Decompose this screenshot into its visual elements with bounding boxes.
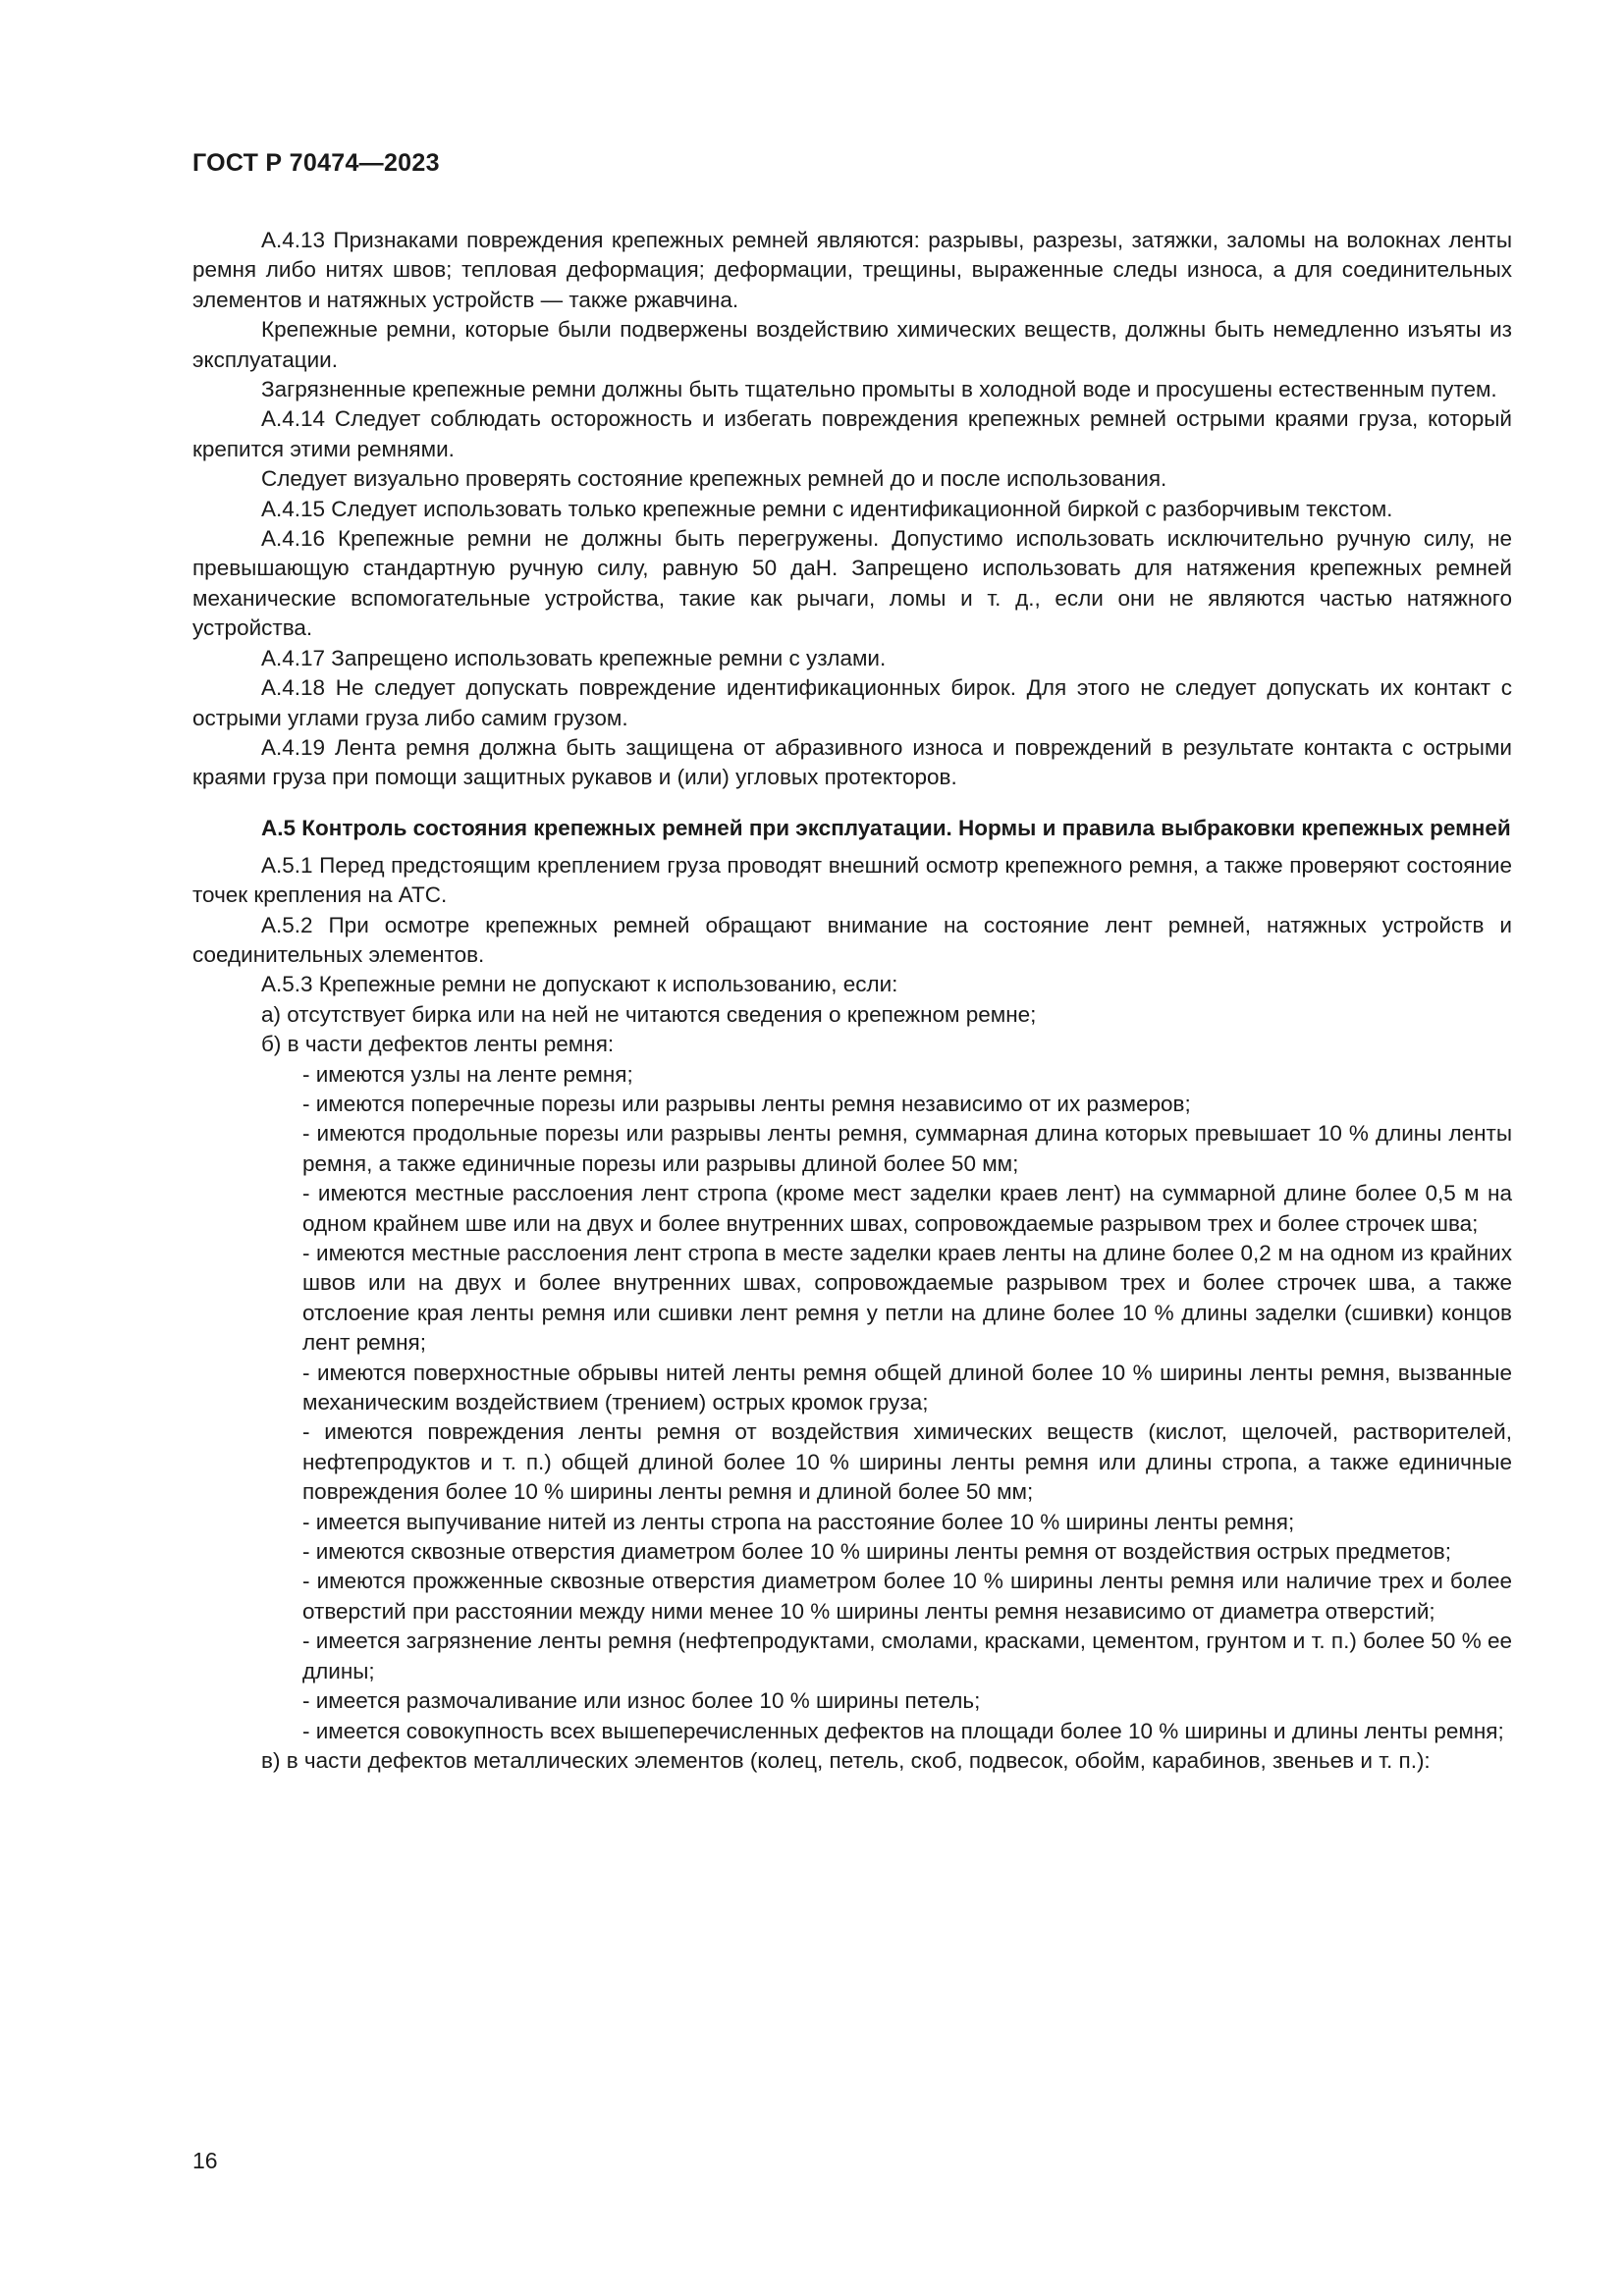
paragraph-a4-16: А.4.16 Крепежные ремни не должны быть перегружены. Допустимо использовать исключительно ручную силу, не превышающую стандартную ручную силу, равную 50 даН. Запрещено использовать для натяжения крепежных ремней механические вспомогательные устройства, такие как рычаги, ломы и т. д., если они не являются частью натяжного устройства. xyxy=(192,526,1512,641)
defect-item: - имеется выпучивание нитей из ленты стропа на расстояние более 10 % ширины ленты ремня; xyxy=(302,1509,1295,1534)
defect-item: - имеется совокупность всех вышеперечисленных дефектов на площади более 10 % ширины и длины ленты ремня; xyxy=(302,1718,1504,1743)
defect-item: - имеются поверхностные обрывы нитей ленты ремня общей длиной более 10 % ширины ленты ремня, вызванные механическим воздействием (трением) острых кромок груза; xyxy=(302,1360,1512,1415)
defect-item: - имеются сквозные отверстия диаметром более 10 % ширины ленты ремня от воздействия острых предметов; xyxy=(302,1539,1451,1565)
list-item-a: а) отсутствует бирка или на ней не читаются сведения о крепежном ремне; xyxy=(261,1001,1037,1027)
section-heading-a5: А.5 Контроль состояния крепежных ремней при эксплуатации. Нормы и правила выбраковки крепежных ремней xyxy=(261,815,1511,840)
paragraph-a4-13-chemical: Крепежные ремни, которые были подвержены воздействию химических веществ, должны быть немедленно изъяты из эксплуатации. xyxy=(192,317,1512,372)
document-body xyxy=(192,226,1512,1776)
defect-item: - имеются повреждения ленты ремня от воздействия химических веществ (кислот, щелочей, растворителей, нефтепродуктов и т. п.) общей длиной более 10 % ширины ленты ремня или длины стропа, а также единичные повреждения более 10 % ширины ленты ремня и длиной более 50 мм; xyxy=(302,1419,1512,1505)
paragraph-a4-13: А.4.13 Признаками повреждения крепежных ремней являются: разрывы, разрезы, затяжки, заломы на волокнах ленты ремня либо нитях швов; тепловая деформация; деформации, трещины, выраженные следы износа, а для соединительных элементов и натяжных устройств — также ржавчина. xyxy=(192,228,1512,312)
paragraph-a4-15: А.4.15 Следует использовать только крепежные ремни с идентификационной биркой с разборчивым текстом. xyxy=(261,496,1393,521)
list-item-b: б) в части дефектов ленты ремня: xyxy=(261,1032,615,1057)
paragraph-a5-2: А.5.2 При осмотре крепежных ремней обращают внимание на состояние лент ремней, натяжных устройств и соединительных элементов. xyxy=(192,912,1512,967)
defect-item: - имеются узлы на ленте ремня; xyxy=(302,1061,633,1087)
defect-item: - имеется загрязнение ленты ремня (нефтепродуктами, смолами, красками, цементом, грунтом и т. п.) более 50 % ее длины; xyxy=(302,1629,1512,1683)
defect-item: - имеются местные расслоения лент стропа в месте заделки краев ленты на длине более 0,2 м на одном из крайних швов или на двух и более внутренних швах, сопровождаемые разрывом трех и более строчек шва, а также отслоение края ленты ремня или сшивки лент ремня у петли на длине более 10 % длины заделки (сшивки) концов лент ремня; xyxy=(302,1241,1512,1356)
defect-item: - имеются поперечные порезы или разрывы ленты ремня независимо от их размеров; xyxy=(302,1091,1191,1116)
paragraph-a4-18: А.4.18 Не следует допускать повреждение идентификационных бирок. Для этого не следует допускать их контакт с острыми углами груза либо самим грузом. xyxy=(192,675,1512,730)
defect-item: - имеются прожженные сквозные отверстия диаметром более 10 % ширины ленты ремня или наличие трех и более отверстий при расстоянии между ними менее 10 % ширины ленты ремня независимо от диаметра отверстий; xyxy=(302,1569,1512,1624)
paragraph-a4-17: А.4.17 Запрещено использовать крепежные ремни с узлами. xyxy=(261,645,887,670)
document-code-header: ГОСТ Р 70474—2023 xyxy=(192,149,440,177)
defect-item: - имеется размочаливание или износ более 10 % ширины петель; xyxy=(302,1688,981,1714)
list-item-v: в) в части дефектов металлических элементов (колец, петель, скоб, подвесок, обойм, карабинов, звеньев и т. п.): xyxy=(261,1747,1431,1773)
paragraph-a5-3: А.5.3 Крепежные ремни не допускают к использованию, если: xyxy=(261,972,898,997)
paragraph-a4-19: А.4.19 Лента ремня должна быть защищена от абразивного износа и повреждений в результате контакта с острыми краями груза при помощи защитных рукавов и (или) угловых протекторов. xyxy=(192,734,1512,790)
defect-item: - имеются продольные порезы или разрывы ленты ремня, суммарная длина которых превышает 10 % длины ленты ремня, а также единичные порезы или разрывы длиной более 50 мм; xyxy=(302,1121,1512,1176)
page-number: 16 xyxy=(192,2148,218,2173)
defect-item: - имеются местные расслоения лент стропа (кроме мест заделки краев лент) на суммарной длине более 0,5 м на одном крайнем шве или на двух и более внутренних швах, сопровождаемые разрывом трех и более строчек шва; xyxy=(302,1181,1512,1236)
paragraph-a4-14: А.4.14 Следует соблюдать осторожность и избегать повреждения крепежных ремней острыми краями груза, который крепится этими ремнями. xyxy=(192,406,1512,461)
paragraph-a5-1: А.5.1 Перед предстоящим креплением груза проводят внешний осмотр крепежного ремня, а также проверяют состояние точек крепления на АТС. xyxy=(192,852,1512,908)
paragraph-a4-14-inspection: Следует визуально проверять состояние крепежных ремней до и после использования. xyxy=(261,466,1167,492)
paragraph-a4-13-cleaning: Загрязненные крепежные ремни должны быть тщательно промыты в холодной воде и просушены естественным путем. xyxy=(261,377,1497,402)
